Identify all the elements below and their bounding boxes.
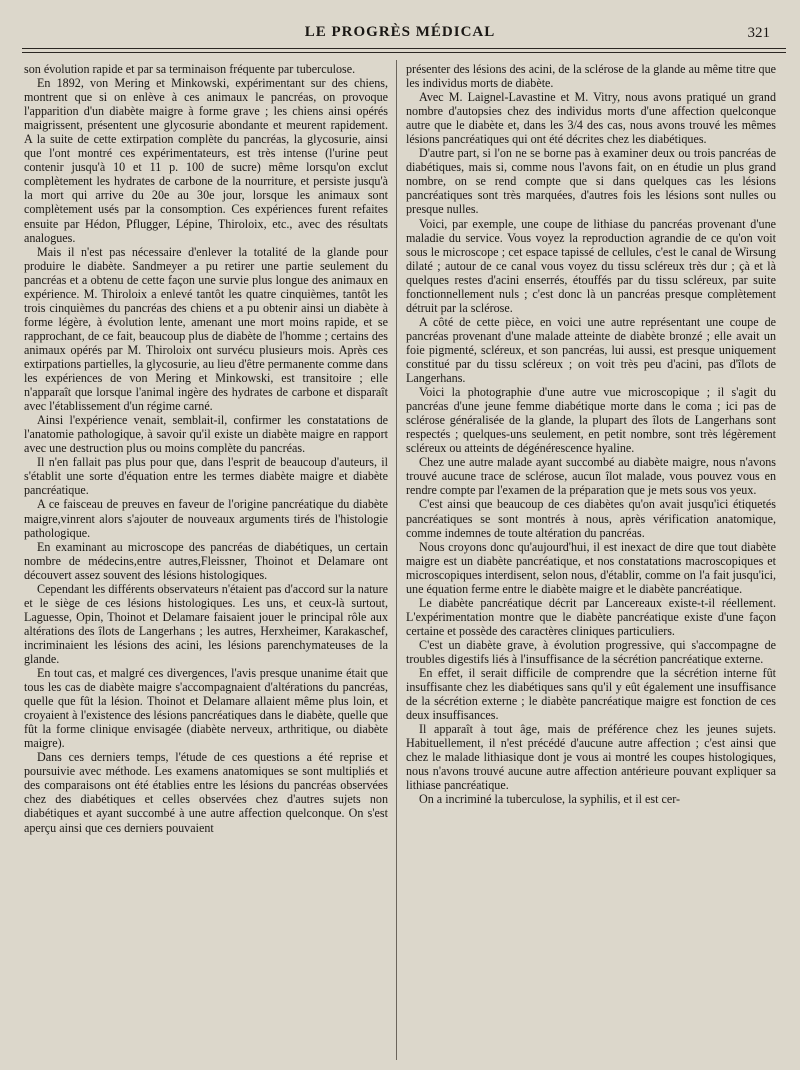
paragraph: En examinant au microscope des pancréas de diabétiques, un certain nombre de médecins,entre autres,Fleissner, Thoinot et Delamare ont découvert assez souvent des lésions histologiques. — [24, 539, 388, 582]
paragraph: Voici la photographie d'une autre vue microscopique ; il s'agit du pancréas d'une jeune femme diabétique morte dans le coma ; ici pas de sclérose généralisée de la glande, la plupart des îlots de Langerhans sont respectés ; quelques-uns seulement, en petit nombre, sont très légèrement scléreux ou atteints de dégénérescence hyaline. — [406, 385, 776, 456]
paragraph: Voici, par exemple, une coupe de lithiase du pancréas provenant d'une maladie du service. Vous voyez la reproduction agrandie de ce qu'on voit sous le microscope ; cet espace tapissé de cellules, c'est le canal de Wirsung dilaté ; autour de ce canal vous voyez du tissu scléreux très dur ; çà et là quelques restes d'acini enserrés, étouffés par du tissu scléreux, par suite fonctionnellement nuls ; c'est donc là un pancréas presque complètement détruit par la sclérose. — [406, 216, 776, 315]
paragraph: Avec M. Laignel-Lavastine et M. Vitry, nous avons pratiqué un grand nombre d'autopsies chez des individus morts d'une affection quelconque autre que le diabète et, dans les 3/4 des cas, nous avons trouvé les mêmes lésions pancréatiques qui ont été décrites chez les diabétiques. — [406, 90, 776, 147]
paragraph: son évolution rapide et par sa terminaison fréquente par tuberculose. — [24, 62, 356, 76]
paragraph: Cependant les différents observateurs n'étaient pas d'accord sur la nature et le siège de ces lésions histologiques. Les uns, et ceux-là surtout, Laguesse, Opin, Thoinot et Delamare faisaient jouer le principal rôle aux altérations des îlots de Langerhans ; les autres, Herxheimer, Karakaschef, incriminaient les lésions des acini, les lésions parenchymateuses de la glande. — [24, 581, 388, 666]
column-divider — [396, 60, 397, 1060]
journal-title: LE PROGRÈS MÉDICAL — [304, 24, 496, 40]
paragraph: Mais il n'est pas nécessaire d'enlever la totalité de la glande pour produire le diabète. Sandmeyer a pu retirer une partie seulement du pancréas et a obtenu de cette façon une survie plus longue des animaux en expérience. M. Thiroloix a enlevé tantôt les quatre cinquièmes, tantôt les trois cinquièmes du pancréas des chiens et a pu obtenir ainsi un diabète à forme légère, à évolution lente, amenant une mort moins rapide, et se rapprochant, de ce fait, beaucoup plus de diabète de l'homme ; certains des animaux opérés par M. Thiroloix ont survécu plusieurs mois. Après ces extirpations partielles, la glycosurie, au lieu d'être permanente comme dans les expériences de von Mering et Minkowski, est transitoire ; elle n'apparaît que lorsque l'animal ingère des hydrates de carbone et disparaît avec l'établissement d'un régime carné. — [24, 244, 388, 414]
paragraph: En effet, il serait difficile de comprendre que la sécrétion interne fût insuffisante chez les diabétiques sans qu'il y eût également une insuffisance de la sécrétion externe ; le diabète pancréatique maigre est fonction de ces deux insuffisances. — [406, 666, 776, 723]
paragraph: Le diabète pancréatique décrit par Lancereaux existe-t-il réellement. L'expérimentation montre que le diabète pancréatique existe d'une façon certaine et possède des caractères cliniques particuliers. — [406, 595, 776, 638]
running-header — [0, 22, 800, 46]
paragraph: Nous croyons donc qu'aujourd'hui, il est inexact de dire que tout diabète maigre est un diabète pancréatique, et nos constatations macroscopiques et microscopiques interdisent, selon nous, d'établir, comme on l'a fait jusqu'ici, une équation ferme entre le diabète maigre et le diabète pancréatique. — [406, 539, 776, 596]
paragraph: A côté de cette pièce, en voici une autre représentant une coupe de pancréas provenant d'une malade atteinte de diabète bronzé ; elle avait un foie pigmenté, scléreux, et son pancréas, lui aussi, est presque uniquement constitué par du tissu scléreux ; on voit très peu d'acini, pas d'îlots de Langerhans. — [406, 314, 776, 386]
right-column — [406, 62, 776, 806]
paragraph: On a incriminé la tuberculose, la syphilis, et il est cer- — [419, 792, 681, 807]
paragraph: Il n'en fallait pas plus pour que, dans l'esprit de beaucoup d'auteurs, il s'établit une sorte d'équation entre les termes diabète maigre et diabète pancréatique. — [24, 455, 388, 498]
paragraph: présenter des lésions des acini, de la sclérose de la glande au même titre que les individus morts de diabète. — [406, 62, 776, 91]
left-column — [24, 62, 388, 835]
paragraph: Ainsi l'expérience venait, semblait-il, confirmer les constatations de l'anatomie pathologique, à savoir qu'il existe un diabète maigre en rapport avec une destruction plus ou moins complète du pancréas. — [24, 413, 388, 456]
header-rule — [22, 48, 786, 49]
paragraph: D'autre part, si l'on ne se borne pas à examiner deux ou trois pancréas de diabétiques, mais si, comme nous l'avons fait, on en étudie un plus grand nombre, on se rend compte que si dans quelques cas les lésions pancréatiques sont très marquées, d'autres fois les lésions sont nulles ou presque nulles. — [406, 146, 776, 217]
paragraph: C'est un diabète grave, à évolution progressive, qui s'accompagne de troubles digestifs liés à l'insuffisance de la sécrétion pancréatique externe. — [406, 637, 776, 666]
header-rule-thin — [22, 52, 786, 53]
paragraph: C'est ainsi que beaucoup de ces diabètes qu'on avait jusqu'ici étiquetés pancréatiques se sont montrés à nous, après vérification anatomique, comme indemnes de toute altération du pancréas. — [406, 497, 776, 540]
paragraph: En 1892, von Mering et Minkowski, expérimentant sur des chiens, montrent que si on enlève à ces animaux le pancréas, on provoque l'apparition d'un diabète maigre à forme grave ; les chiens ainsi opérés maigrissent, présentent une glycosurie abondante et meurent rapidement. A la suite de cette extirpation complète du pancréas, la glycosurie, ainsi que l'ont montré ces expérimentateurs, est très intense (l'urine peut contenir jusqu'à 10 et 11 p. 100 de sucre) même lorsqu'on exclut complètement les hydrates de carbone de la nourriture, et persiste jusqu'à la mort qui arrive du 20e au 30e jour, lorsque les animaux sont complètement usés par la consomption. Ces expériences furent refaites ensuite par Hédon, Pflugger, Lépine, Thiroloix, etc., avec des résultats analogues. — [24, 76, 388, 245]
paragraph: Chez une autre malade ayant succombé au diabète maigre, nous n'avons trouvé aucune trace de sclérose, aucun îlot malade, vous pouvez vous en rendre compte par l'examen de la préparation que je mets sous vos yeux. — [406, 455, 776, 498]
paragraph: A ce faisceau de preuves en faveur de l'origine pancréatique du diabète maigre,vinrent alors s'ajouter de nouveaux arguments tirés de l'histologie pathologique. — [24, 497, 388, 540]
paragraph: En tout cas, et malgré ces divergences, l'avis presque unanime était que tous les cas de diabète maigre s'accompagnaient d'altérations du pancréas, quelle que fût la lésion. Thoinot et Delamare allaient même plus loin, et croyaient à l'existence des lésions pancréatiques dans le diabète, quelle que fût la forme clinique envisagée (diabète nerveux, arthritique, ou diabète maigre). — [24, 666, 388, 751]
page-number: 321 — [747, 25, 770, 41]
paragraph: Dans ces derniers temps, l'étude de ces questions a été reprise et poursuivie avec méthode. Les examens anatomiques se sont multipliés et des comparaisons ont été établies entre les lésions du pancréas observées chez des diabétiques et celles observées chez d'autres sujets non diabétiques et ayant succombé à une autre affection quelconque. On s'est aperçu ainsi que ces derniers pouvaient — [24, 750, 388, 835]
paragraph: Il apparaît à tout âge, mais de préférence chez les jeunes sujets. Habituellement, il n'est précédé d'aucune autre affection ; c'est ainsi que chez le malade lithiasique dont je vous ai montré les coupes histologiques, nous n'avons trouvé aucune autre affection antérieure pouvant expliquer sa lithiase pancréatique. — [406, 722, 776, 793]
